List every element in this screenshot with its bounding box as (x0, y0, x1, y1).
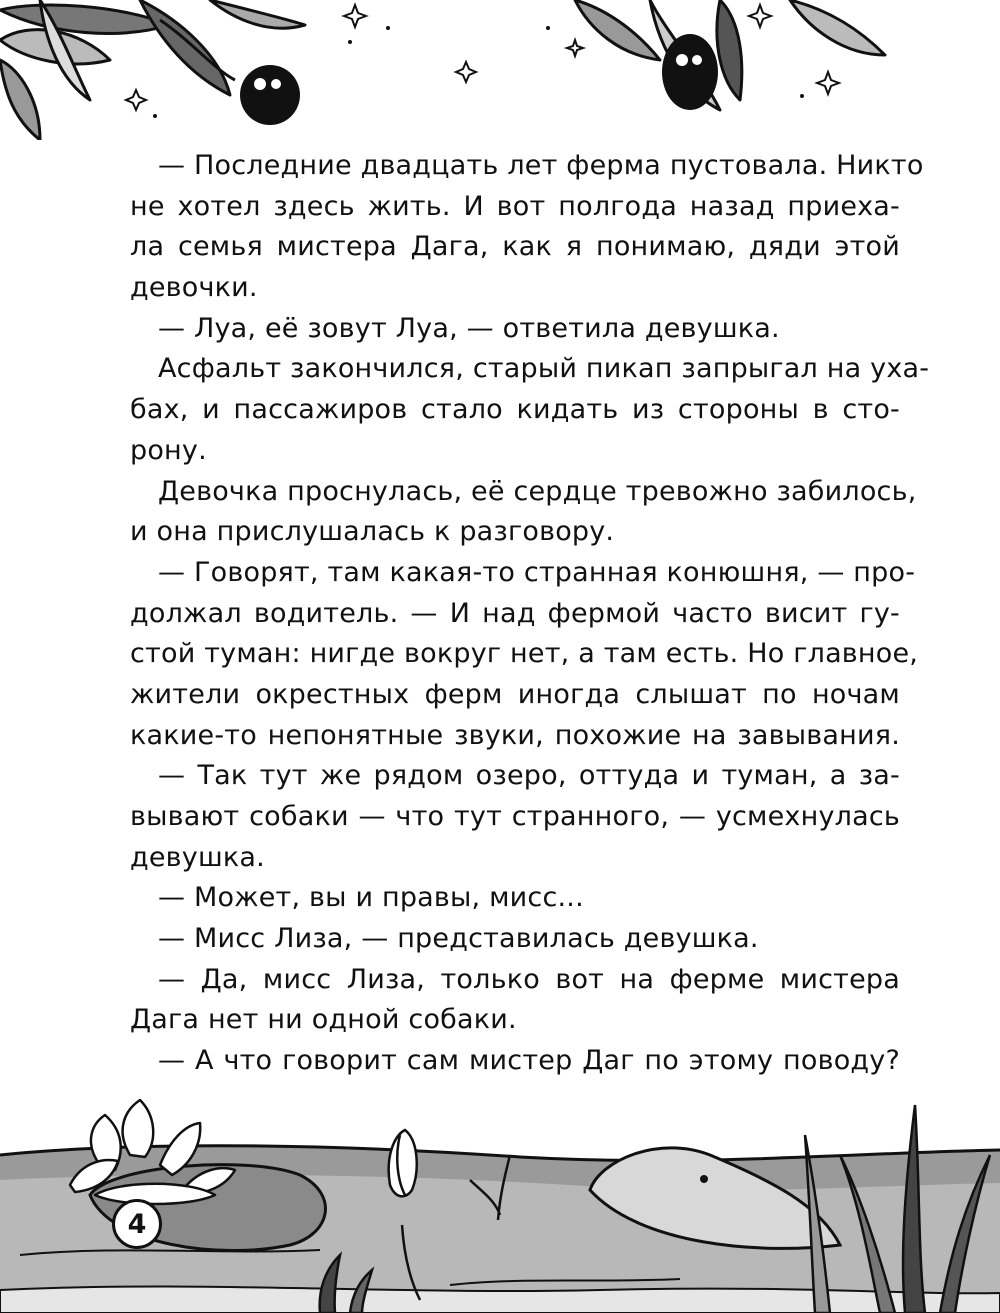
text-line: жители окрестных ферм иногда слышат по ночам (130, 678, 900, 710)
text-line: стой туман: нигде вокруг нет, а там есть. Но главное, (130, 638, 919, 670)
text-line: — А что говорит сам мистер Даг по этому поводу? (158, 1045, 900, 1077)
text-line: должал водитель. — И над фермой часто висит гу- (130, 597, 900, 629)
text-line: — Может, вы и правы, мисс... (158, 882, 584, 914)
text-line: девочки. (130, 272, 258, 304)
text-line: — Так тут же рядом озеро, оттуда и туман, а за- (158, 760, 900, 792)
text-line: — Говорят, там какая-то странная конюшня, — про- (158, 556, 916, 588)
text-line: рону. (130, 434, 207, 466)
text-line: — Да, мисс Лиза, только вот на ферме мистера (158, 963, 900, 995)
page-number: 4 (112, 1199, 162, 1249)
text-line: — Мисс Лиза, — представилась девушка. (158, 923, 759, 955)
text-line: и она прислушалась к разговору. (130, 516, 615, 548)
text-line: — Последние двадцать лет ферма пустовала. Никто (158, 150, 924, 181)
text-line: бах, и пассажиров стало кидать из стороны в сто- (130, 394, 900, 426)
text-line: какие-то непонятные звуки, похожие на завывания. (130, 719, 900, 751)
text-line: — Луа, её зовут Луа, — ответила девушка. (158, 312, 780, 344)
text-line: Девочка проснулась, её сердце тревожно забилось, (158, 475, 917, 507)
text-line: вывают собаки — что тут странного, — усмехнулась (130, 801, 900, 832)
text-line: ла семья мистера Дага, как я понимаю, дяди этой (130, 231, 900, 263)
top-leaves-illustration (0, 0, 1000, 140)
text-line: не хотел здесь жить. И вот полгода назад приеха- (130, 190, 900, 222)
text-line: Асфальт закончился, старый пикап запрыгал на уха- (158, 353, 930, 385)
body-text (130, 146, 930, 1082)
text-line: Дага нет ни одной собаки. (130, 1004, 517, 1036)
text-line: девушка. (130, 841, 265, 873)
